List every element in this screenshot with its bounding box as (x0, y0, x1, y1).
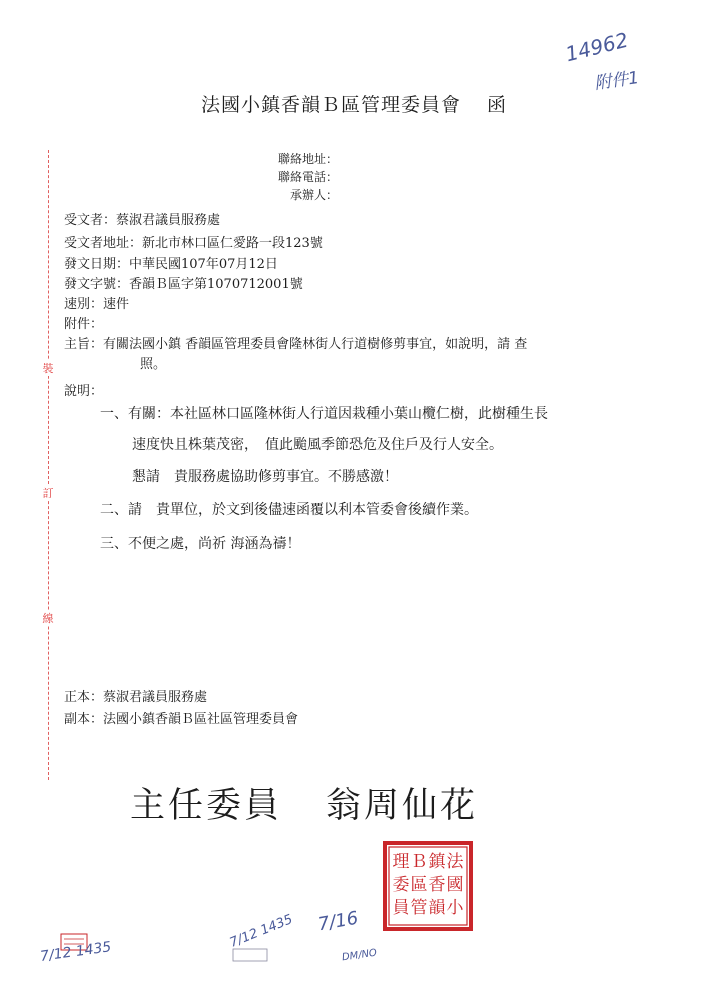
subject-continuation: 照。 (140, 357, 167, 372)
document-title (0, 90, 708, 117)
explanation-item-3: 三、不便之處，尚祈 海涵為禱！ (100, 536, 301, 552)
signer-name: 翁周仙花 (326, 786, 479, 826)
svg-text:理: 理 (392, 852, 410, 872)
review-stamp-icon (232, 948, 268, 962)
explanation-item-1-request: 懇請 貴服務處協助修剪事宜。不勝感激！ (132, 469, 398, 485)
cc-value: 法國小鎮香韻Ｂ區社區管理委員會 (103, 712, 299, 727)
signer-block (130, 778, 478, 828)
meta-label: 發文日期： (64, 257, 130, 272)
svg-text:Ｂ: Ｂ (410, 852, 428, 872)
meta-value: 速件 (103, 297, 130, 312)
meta-recipient (64, 209, 220, 228)
subject-line (64, 333, 527, 352)
original-recipient (64, 686, 207, 705)
meta-label: 附件： (64, 317, 104, 332)
svg-text:國: 國 (446, 875, 464, 895)
explanation-item-1: 一、有關：本社區林口區隆林街人行道因栽種小葉山欖仁樹，此樹種生長 (100, 406, 548, 422)
svg-text:管: 管 (410, 898, 428, 918)
svg-text:韻: 韻 (428, 898, 446, 918)
binding-mark-ding: 訂 (40, 485, 56, 501)
svg-text:法: 法 (446, 852, 464, 872)
contact-handler-label: 承辦人： (289, 188, 338, 202)
handwritten-review-time: 7/12 1435 (227, 912, 295, 951)
meta-value: 香韻Ｂ區字第1070712001號 (129, 277, 303, 292)
subject-text: 有關法國小鎮 香韻區管理委員會隆林街人行道樹修剪事宜，如說明，請 查 (103, 337, 528, 352)
meta-attachment (64, 313, 103, 332)
contact-phone-label: 聯絡電話： (277, 170, 338, 184)
subject-label: 主旨： (64, 337, 104, 352)
meta-label: 發文字號： (64, 277, 130, 292)
svg-text:員: 員 (392, 898, 410, 918)
copy-recipient (64, 708, 298, 727)
meta-label: 速別： (64, 297, 104, 312)
signer-title: 主任委員 (130, 786, 283, 826)
handwritten-received-time: 7/12 1435 (39, 939, 113, 965)
binding-mark-zhuang: 裝 (40, 360, 56, 376)
document-type: 函 (487, 94, 508, 116)
meta-value: 蔡淑君議員服務處 (116, 213, 221, 228)
meta-priority (64, 293, 129, 312)
handwritten-serial-number: 14962 (563, 27, 631, 67)
svg-text:區: 區 (410, 875, 428, 895)
handwritten-attachment-note: 附件1 (593, 67, 641, 94)
svg-text:委: 委 (392, 875, 410, 895)
handwritten-date: 7/16 (316, 907, 360, 936)
svg-text:鎮: 鎮 (428, 852, 446, 872)
handwritten-initials: DM/NO (341, 947, 378, 964)
meta-value: 中華民國107年07月12日 (129, 257, 278, 272)
svg-text:小: 小 (446, 898, 464, 918)
explanation-item-2: 二、請 貴單位，於文到後儘速函覆以利本管委會後續作業。 (100, 502, 478, 518)
meta-recipient-address (64, 232, 323, 251)
meta-label: 受文者地址： (64, 236, 143, 251)
cc-label: 正本： (64, 690, 104, 705)
meta-document-number (64, 273, 303, 292)
explanation-item-1-cont: 速度快且株葉茂密， 值此颱風季節恐危及住戶及行人安全。 (132, 437, 503, 453)
issuer-name: 法國小鎮香韻Ｂ區管理委員會 (200, 94, 461, 116)
cc-value: 蔡淑君議員服務處 (103, 690, 208, 705)
meta-label: 受文者： (64, 213, 117, 228)
meta-issue-date (64, 253, 278, 272)
binding-line (48, 150, 49, 780)
contact-address-label: 聯絡地址： (277, 152, 338, 166)
cc-label: 副本： (64, 712, 104, 727)
meta-value: 新北市林口區仁愛路一段123號 (142, 236, 323, 251)
binding-mark-xian: 線 (40, 610, 56, 626)
explanation-label: 說明： (64, 384, 104, 399)
svg-text:香: 香 (428, 875, 446, 895)
official-seal-icon (382, 840, 474, 932)
